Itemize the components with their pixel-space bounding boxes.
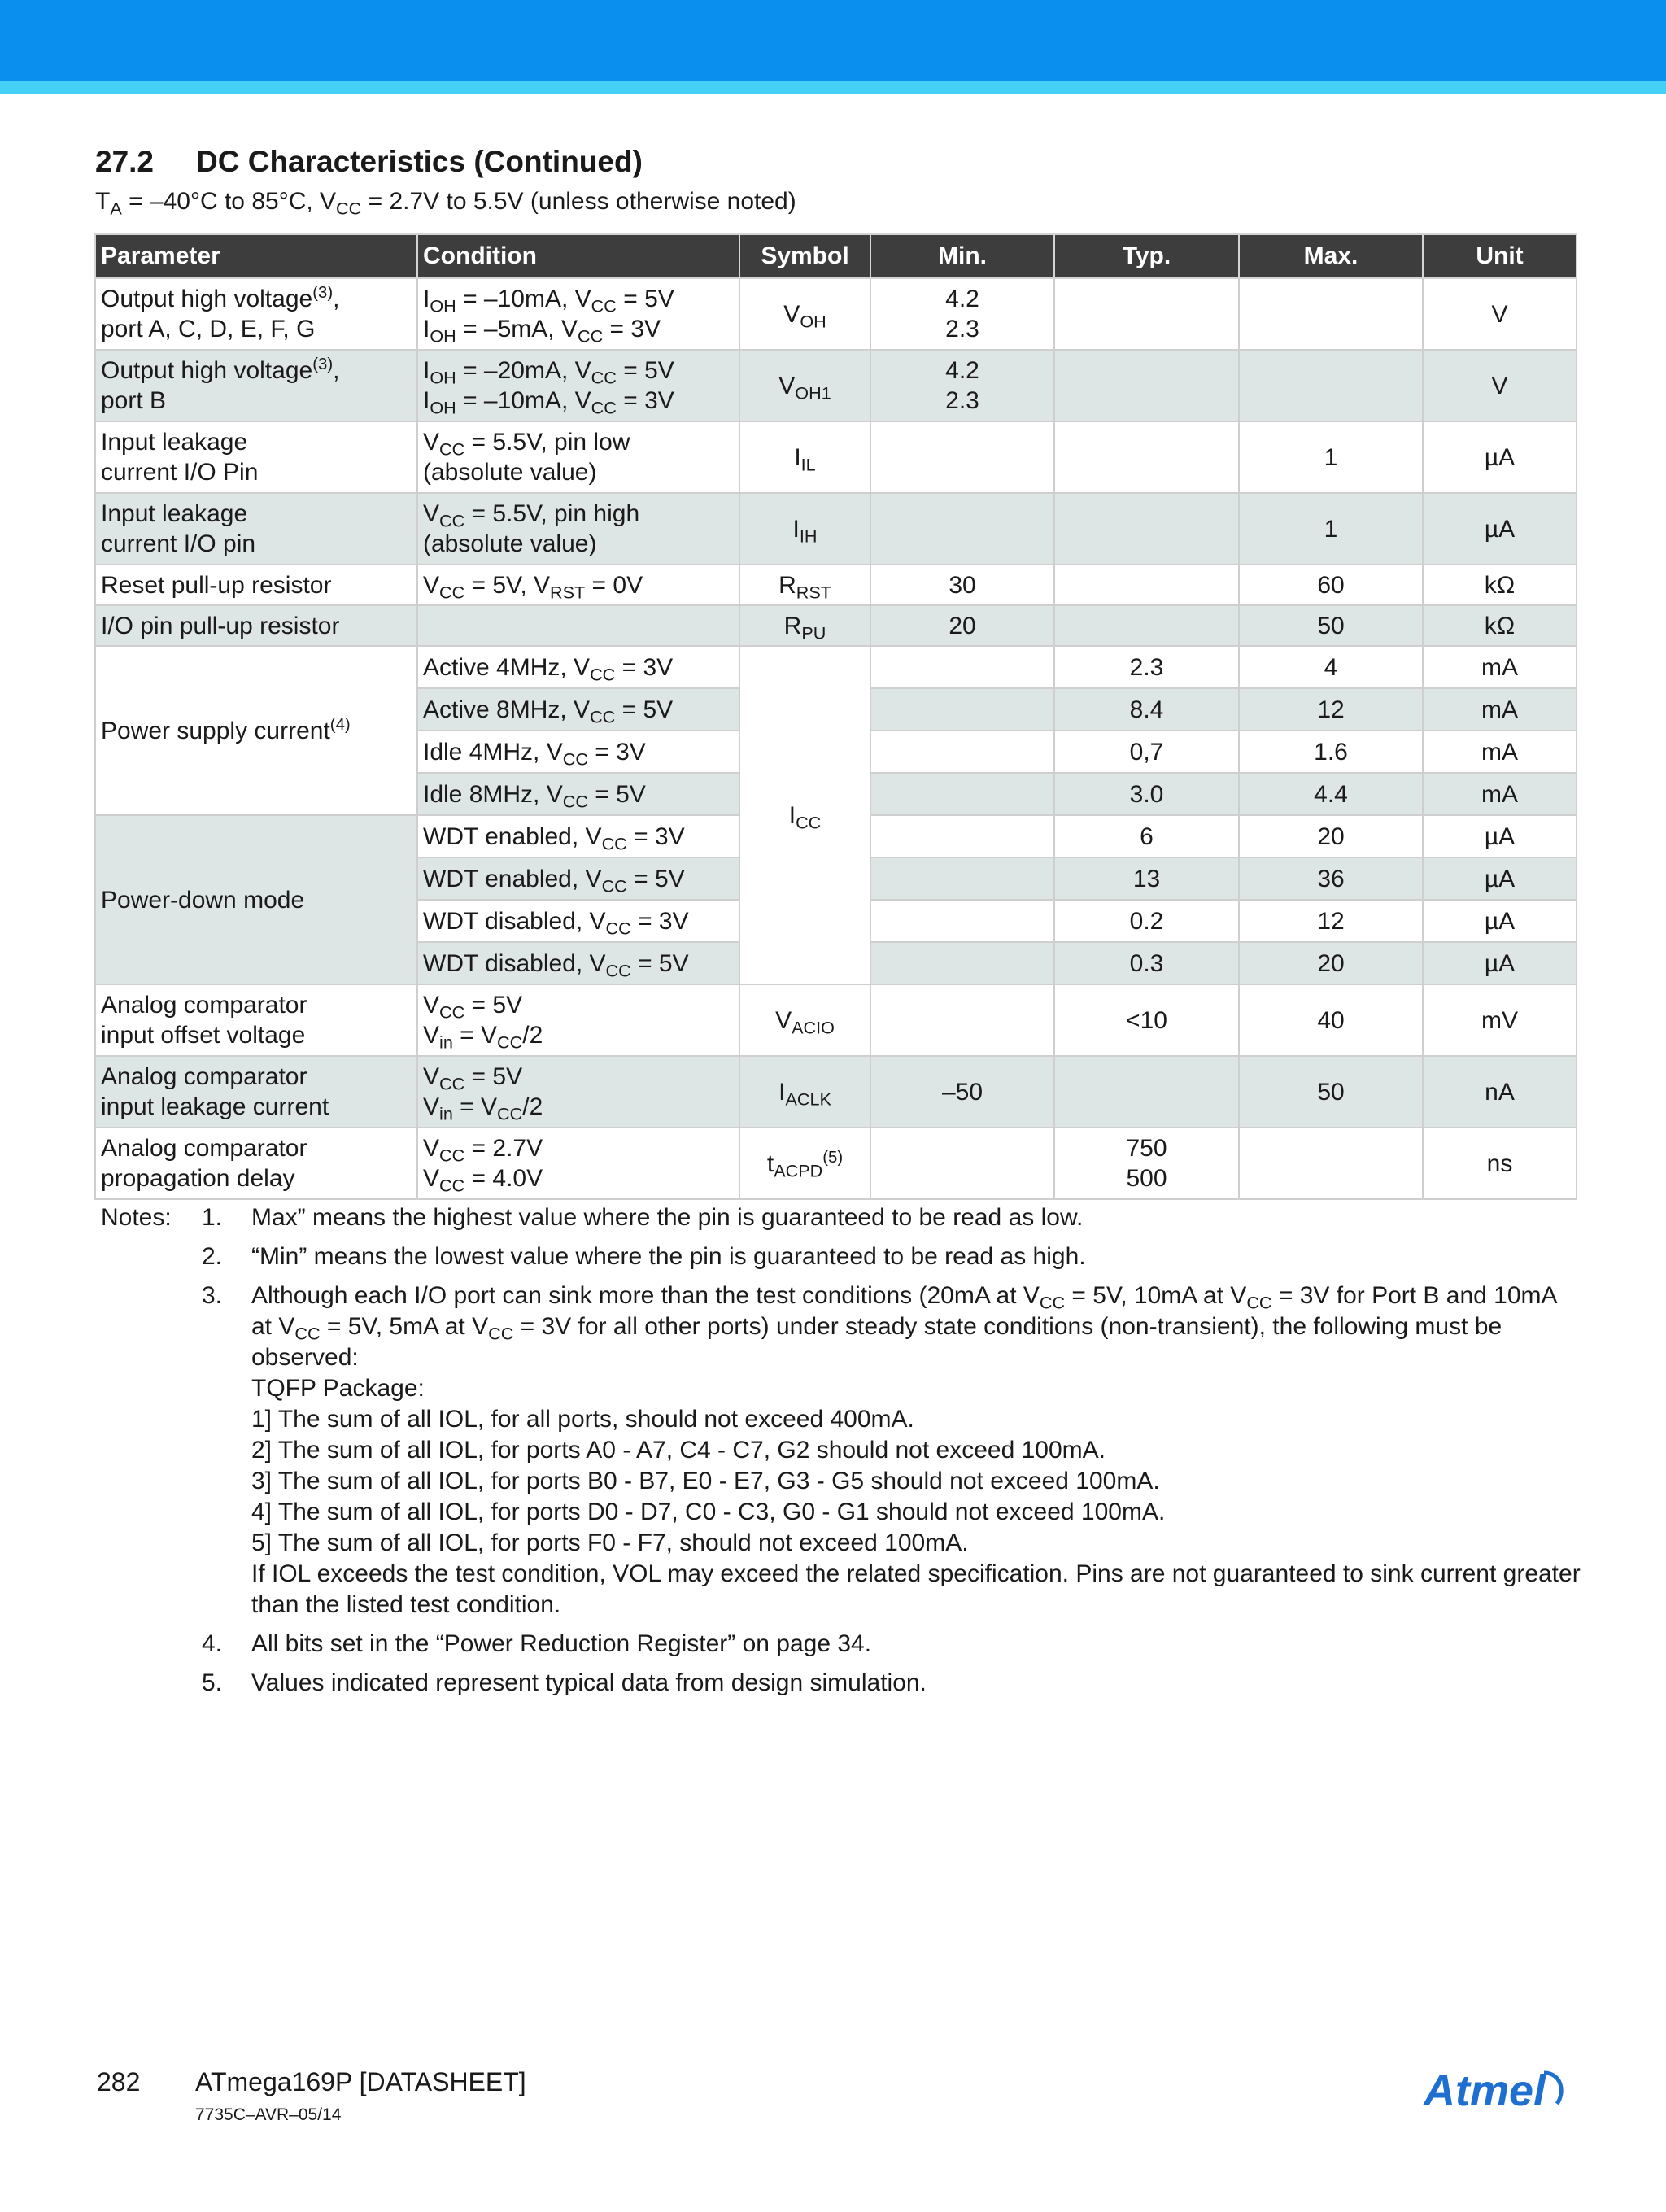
tacpd-typ: 750 500	[1054, 1128, 1239, 1199]
table-row-tacpd	[95, 1128, 1577, 1199]
dc-characteristics-table	[94, 233, 1577, 1200]
iil-parameter: Input leakage current I/O Pin	[95, 421, 417, 493]
icc-condition: WDT enabled, $V_{CC} = 3V$	[417, 815, 739, 857]
rpu-typ	[1054, 605, 1239, 646]
note-number: 5.	[202, 1669, 223, 1696]
icc-condition: Idle 4MHz, $V_{CC} = 3V$	[417, 731, 739, 773]
note-5	[101, 1668, 1581, 1699]
voh1-min: 4.2 2.3	[870, 350, 1054, 421]
rpu-max: 50	[1239, 605, 1423, 646]
icc-min	[870, 900, 1054, 942]
icc-unit: mA	[1423, 731, 1577, 773]
note-line: 5] The sum of all IOL, for ports F0 - F7, should not exceed 100mA.	[251, 1529, 969, 1556]
icc-typ: 13	[1054, 857, 1239, 900]
note-2	[101, 1241, 1581, 1272]
header-condition: Condition	[417, 234, 739, 278]
icc-condition: WDT enabled, $V_{CC} = 5V$	[417, 857, 739, 900]
table-row-vacio	[95, 984, 1577, 1056]
vacio-min	[870, 984, 1054, 1056]
icc-max: 4.4	[1239, 773, 1423, 815]
note-line: 3] The sum of all IOL, for ports B0 - B7, E0 - E7, G3 - G5 should not exceed 100mA.	[251, 1468, 1160, 1494]
voh-symbol: $V_{OH}$	[739, 278, 870, 350]
logo-swoosh-icon	[1544, 2073, 1561, 2104]
icc-min	[870, 815, 1054, 857]
icc-condition: WDT disabled, $V_{CC} = 5V$	[417, 942, 739, 984]
icc-max: 20	[1239, 942, 1423, 984]
rrst-unit: kΩ	[1423, 565, 1577, 605]
icc-max: 12	[1239, 900, 1423, 942]
icc-symbol: $I_{CC}$	[739, 646, 870, 984]
icc-typ: 8.4	[1054, 688, 1239, 731]
icc-unit: µA	[1423, 815, 1577, 857]
vacio-parameter: Analog comparator input offset voltage	[95, 984, 417, 1056]
note-number: 1.	[202, 1204, 223, 1231]
rrst-condition: $V_{CC} = 5V$, $V_{RST} = 0V$	[417, 565, 739, 605]
atmel-logo	[1422, 2065, 1570, 2123]
note-line: 4] The sum of all IOL, for ports D0 - D7, C0 - C3, G0 - G1 should not exceed 100mA.	[251, 1499, 1166, 1525]
icc-max: 12	[1239, 688, 1423, 731]
iaclk-min: –50	[870, 1056, 1054, 1128]
notes-label: Notes:	[101, 1204, 172, 1231]
note-number: 3.	[202, 1282, 223, 1309]
icc-min	[870, 773, 1054, 815]
table-row-voh	[95, 278, 1577, 350]
voh1-typ	[1054, 350, 1239, 421]
rrst-typ	[1054, 565, 1239, 605]
header-symbol: Symbol	[739, 234, 870, 278]
tacpd-condition: $V_{CC} = 2.7V$ $V_{CC} = 4.0V$	[417, 1128, 739, 1199]
tacpd-symbol: $t_{ACPD}^{(5)}$	[739, 1128, 870, 1199]
note-line: If IOL exceeds the test condition, VOL may exceed the related specification. Pins are not guaranteed to sink current greater than the listed test condition.	[251, 1560, 1581, 1618]
icc-max: 1.6	[1239, 731, 1423, 773]
section-heading: DC Characteristics (Continued)	[196, 145, 643, 178]
icc-unit: mA	[1423, 773, 1577, 815]
note-1	[101, 1202, 1581, 1233]
rrst-parameter: Reset pull-up resistor	[95, 565, 417, 605]
rrst-max: 60	[1239, 565, 1423, 605]
icc-min	[870, 646, 1054, 688]
header-unit: Unit	[1423, 234, 1577, 278]
icc-min	[870, 688, 1054, 731]
header-typ: Typ.	[1054, 234, 1239, 278]
header-max: Max.	[1239, 234, 1423, 278]
table-header-row	[95, 234, 1577, 278]
icc-typ: 0.2	[1054, 900, 1239, 942]
rpu-parameter: I/O pin pull-up resistor	[95, 605, 417, 646]
section-number: 27.2	[95, 145, 155, 178]
power-supply-current-parameter: Power supply current$^{(4)}$	[95, 646, 417, 815]
icc-typ: 0,7	[1054, 731, 1239, 773]
section-title	[95, 145, 643, 179]
iih-parameter: Input leakage current I/O pin	[95, 493, 417, 565]
note-3	[101, 1281, 1581, 1621]
rpu-min: 20	[870, 605, 1054, 646]
icc-typ: 2.3	[1054, 646, 1239, 688]
vacio-max: 40	[1239, 984, 1423, 1056]
voh1-unit: V	[1423, 350, 1577, 421]
header-stripe	[0, 81, 1666, 94]
icc-condition: WDT disabled, $V_{CC} = 3V$	[417, 900, 739, 942]
header-parameter: Parameter	[95, 234, 417, 278]
voh-condition: $I_{OH} = -10mA$, $V_{CC} = 5V$ $I_{OH} = -5mA$, $V_{CC} = 3V$	[417, 278, 739, 350]
note-text: Values indicated represent typical data from design simulation.	[251, 1669, 927, 1696]
icc-min	[870, 731, 1054, 773]
iil-typ	[1054, 421, 1239, 493]
voh-max	[1239, 278, 1423, 350]
icc-condition: Idle 8MHz, $V_{CC} = 5V$	[417, 773, 739, 815]
table-row-iil	[95, 421, 1577, 493]
voh1-max	[1239, 350, 1423, 421]
note-text: “Min” means the lowest value where the pin is guaranteed to be read as high.	[251, 1243, 1086, 1270]
iaclk-typ	[1054, 1056, 1239, 1128]
notes-section	[101, 1202, 1581, 1707]
vacio-unit: mV	[1423, 984, 1577, 1056]
voh1-symbol: $V_{OH1}$	[739, 350, 870, 421]
header-bar	[0, 0, 1666, 81]
icc-typ: 6	[1054, 815, 1239, 857]
iih-unit: µA	[1423, 493, 1577, 565]
header-min: Min.	[870, 234, 1054, 278]
vacio-symbol: $V_{ACIO}$	[739, 984, 870, 1056]
note-text: All bits set in the “Power Reduction Register” on page 34.	[251, 1630, 872, 1657]
table-row-iaclk	[95, 1056, 1577, 1128]
table-row-iih	[95, 493, 1577, 565]
note-number: 2.	[202, 1243, 223, 1270]
icc-max: 36	[1239, 857, 1423, 900]
document-title: ATmega169P [DATASHEET]	[195, 2067, 526, 2096]
icc-max: 20	[1239, 815, 1423, 857]
icc-unit: µA	[1423, 900, 1577, 942]
vacio-typ: <10	[1054, 984, 1239, 1056]
icc-max: 4	[1239, 646, 1423, 688]
rpu-condition	[417, 605, 739, 646]
icc-unit: µA	[1423, 942, 1577, 984]
voh1-parameter: Output high voltage$^{(3)}$, port B	[95, 350, 417, 421]
vacio-condition: $V_{CC} = 5V$ $V_{in} = V_{CC}/2$	[417, 984, 739, 1056]
voh-unit: V	[1423, 278, 1577, 350]
iil-symbol: $I_{IL}$	[739, 421, 870, 493]
iil-unit: µA	[1423, 421, 1577, 493]
note-number: 4.	[202, 1630, 223, 1657]
iaclk-parameter: Analog comparator input leakage current	[95, 1056, 417, 1128]
iaclk-unit: nA	[1423, 1056, 1577, 1128]
icc-condition: Active 8MHz, $V_{CC} = 5V$	[417, 688, 739, 731]
logo-text: Atmel	[1424, 2066, 1546, 2115]
table-row-rpu	[95, 605, 1577, 646]
iil-condition: $V_{CC} = 5.5V$, pin low (absolute value)	[417, 421, 739, 493]
iih-condition: $V_{CC} = 5.5V$, pin high (absolute value)	[417, 493, 739, 565]
tacpd-max	[1239, 1128, 1423, 1199]
tacpd-unit: ns	[1423, 1128, 1577, 1199]
icc-min	[870, 942, 1054, 984]
note-line: 2] The sum of all IOL, for ports A0 - A7, C4 - C7, G2 should not exceed 100mA.	[251, 1437, 1106, 1464]
rrst-min: 30	[870, 565, 1054, 605]
note-line: TQFP Package:	[251, 1375, 425, 1402]
table-row-voh1	[95, 350, 1577, 421]
iil-min	[870, 421, 1054, 493]
table-row-icc	[95, 646, 1577, 688]
tacpd-parameter: Analog comparator propagation delay	[95, 1128, 417, 1199]
icc-unit: µA	[1423, 857, 1577, 900]
operating-conditions: $T_A = -40^\circ C$ to 85°C, $V_{CC} = 2.7V$ to 5.5V (unless otherwise noted)	[95, 188, 796, 219]
icc-typ: 3.0	[1054, 773, 1239, 815]
icc-typ: 0.3	[1054, 942, 1239, 984]
voh-min: 4.2 2.3	[870, 278, 1054, 350]
rpu-unit: kΩ	[1423, 605, 1577, 646]
icc-min	[870, 857, 1054, 900]
power-down-mode-parameter: Power-down mode	[95, 815, 417, 984]
iaclk-condition: $V_{CC} = 5V$ $V_{in} = V_{CC}/2$	[417, 1056, 739, 1128]
voh-parameter: Output high voltage$^{(3)}$, port A, C, D, E, F, G	[95, 278, 417, 350]
document-code: 7735C–AVR–05/14	[195, 2105, 342, 2124]
iih-max: 1	[1239, 493, 1423, 565]
iaclk-max: 50	[1239, 1056, 1423, 1128]
rrst-symbol: $R_{RST}$	[739, 565, 870, 605]
icc-condition: Active 4MHz, $V_{CC} = 3V$	[417, 646, 739, 688]
rpu-symbol: $R_{PU}$	[739, 605, 870, 646]
note-text: Max” means the highest value where the pin is guaranteed to be read as low.	[251, 1204, 1084, 1231]
voh-typ	[1054, 278, 1239, 350]
iih-symbol: $I_{IH}$	[739, 493, 870, 565]
note-text: Although each I/O port can sink more than the test conditions (20mA at $V_{CC} = 5V$, 10mA at $V_{CC} = 3V$ for Port B and 10mA at $V_{CC} = 5V$, 5mA at $V_{CC} = 3V$ for all other ports) under steady state conditions (non-transient), the following must be observed:	[251, 1282, 1556, 1371]
tacpd-min	[870, 1128, 1054, 1199]
iih-min	[870, 493, 1054, 565]
icc-unit: mA	[1423, 688, 1577, 731]
iil-max: 1	[1239, 421, 1423, 493]
voh1-condition: $I_{OH} = -20mA$, $V_{CC} = 5V$ $I_{OH} = -10mA$, $V_{CC} = 3V$	[417, 350, 739, 421]
note-4	[101, 1629, 1581, 1660]
note-line: 1] The sum of all IOL, for all ports, should not exceed 400mA.	[251, 1406, 914, 1433]
icc-unit: mA	[1423, 646, 1577, 688]
table-row-rrst	[95, 565, 1577, 605]
iaclk-symbol: $I_{ACLK}$	[739, 1056, 870, 1128]
page-number: 282	[97, 2067, 141, 2096]
iih-typ	[1054, 493, 1239, 565]
